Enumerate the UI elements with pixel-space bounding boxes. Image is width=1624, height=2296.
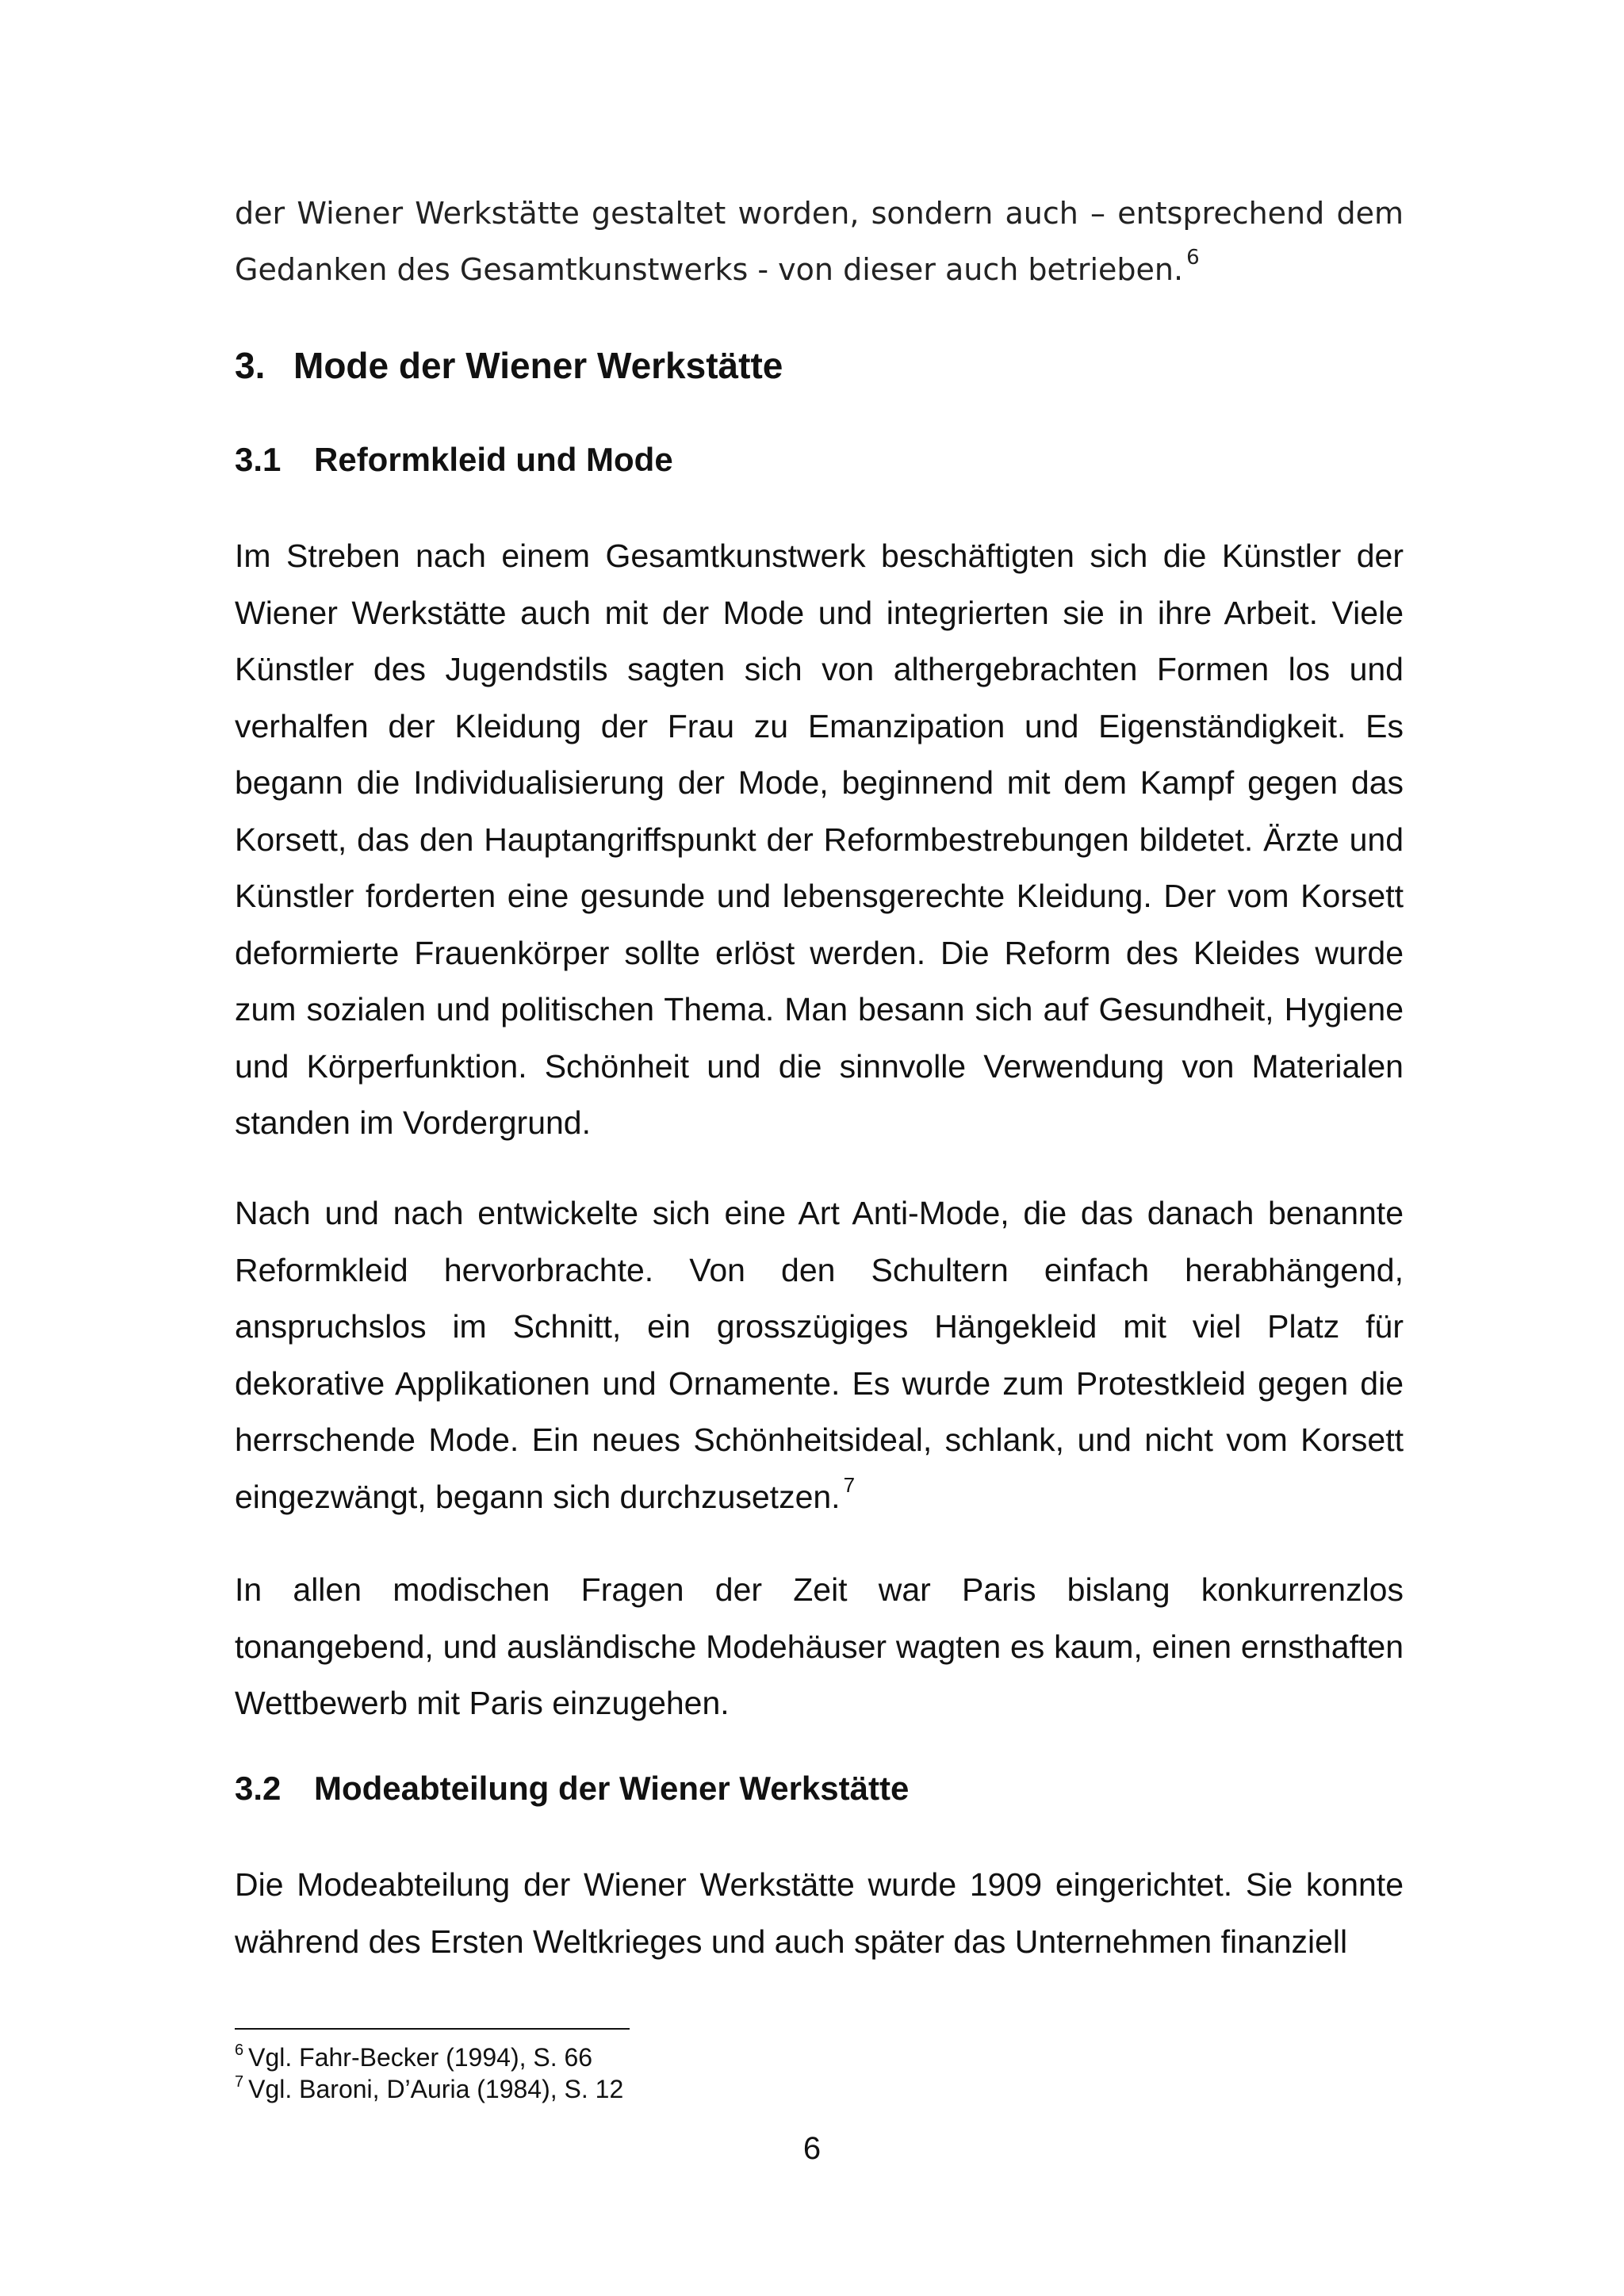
section-number: 3.2 [235, 1770, 282, 1807]
section-3-heading [235, 344, 783, 387]
paragraph-reform-2: Nach und nach entwickelte sich eine Art Anti-Mode, die das danach benannte Reformkleid hervorbrachte. Von den Schultern einfach herabhängend, anspruchslos im Schnitt, ein grosszügiges Hängekleid mit viel Platz für dekorative Applikationen und Ornamente. Es wurde zum Protestkleid gegen die herrschende Mode. Ein neues Schönheitsideal, schlank, und nicht vom Korsett eingezwängt, begann sich durchzusetzen. $^7$ [235, 1195, 1404, 1515]
footnote-number: 6 [235, 2042, 244, 2059]
section-title: Modeabteilung der Wiener Werkstätte [314, 1770, 910, 1807]
footnote-text: Vgl. Baroni, D’Auria (1984), S. 12 [248, 2075, 624, 2103]
section-number: 3. [235, 345, 266, 386]
footnote-7 [235, 2074, 623, 2104]
section-title: Mode der Wiener Werkstätte [293, 345, 783, 386]
paragraph-reform-3: In allen modischen Fragen der Zeit war Paris bislang konkurrenzlos tonangebend, und ausländische Modehäuser wagten es kaum, einen ernsthaften Wettbewerb mit Paris einzugehen. [235, 1571, 1404, 1721]
page-number: 6 [802, 2131, 822, 2166]
footnote-text: Vgl. Fahr-Becker (1994), S. 66 [248, 2043, 593, 2072]
section-number: 3.1 [235, 441, 282, 478]
section-3-2-heading [235, 1770, 909, 1808]
section-3-1-heading [235, 441, 673, 479]
footnote-6 [235, 2042, 592, 2072]
paragraph-modeabteilung-1: Die Modeabteilung der Wiener Werkstätte wurde 1909 eingerichtet. Sie konnte während des Ersten Weltkrieges und auch später das Unternehmen finanziell [235, 1866, 1404, 1960]
footnote-separator [235, 2028, 630, 2030]
paragraph-reform-1: Im Streben nach einem Gesamtkunstwerk beschäftigten sich die Künstler der Wiener Werkstätte auch mit der Mode und integrierten sie in ihre Arbeit. Viele Künstler des Jugendstils sagten sich von althergebrachten Formen los und verhalfen der Kleidung der Frau zu Emanzipation und Eigenständigkeit. Es begann die Individualisierung der Mode, beginnend mit dem Kampf gegen das Korsett, das den Hauptangriffspunkt der Reformbestrebungen bildetet. Ärzte und Künstler forderten eine gesunde und lebensgerechte Kleidung. Der vom Korsett deformierte Frauenkörper sollte erlöst werden. Die Reform des Kleides wurde zum sozialen und politischen Thema. Man besann sich auf Gesundheit, Hygiene und Körperfunktion. Schönheit und die sinnvolle Verwendung von Materialen standen im Vordergrund. [235, 538, 1404, 1141]
section-title: Reformkleid und Mode [314, 441, 673, 478]
intro-paragraph: der Wiener Werkstätte gestaltet worden, sondern auch – entsprechend dem Gedanken des Gesamtkunstwerks - von dieser auch betrieben. $^6$ [235, 196, 1404, 287]
footnote-ref-7[interactable]: 7 [843, 1472, 856, 1497]
footnote-ref-6[interactable]: 6 [1186, 246, 1200, 270]
footnote-number: 7 [235, 2073, 244, 2091]
